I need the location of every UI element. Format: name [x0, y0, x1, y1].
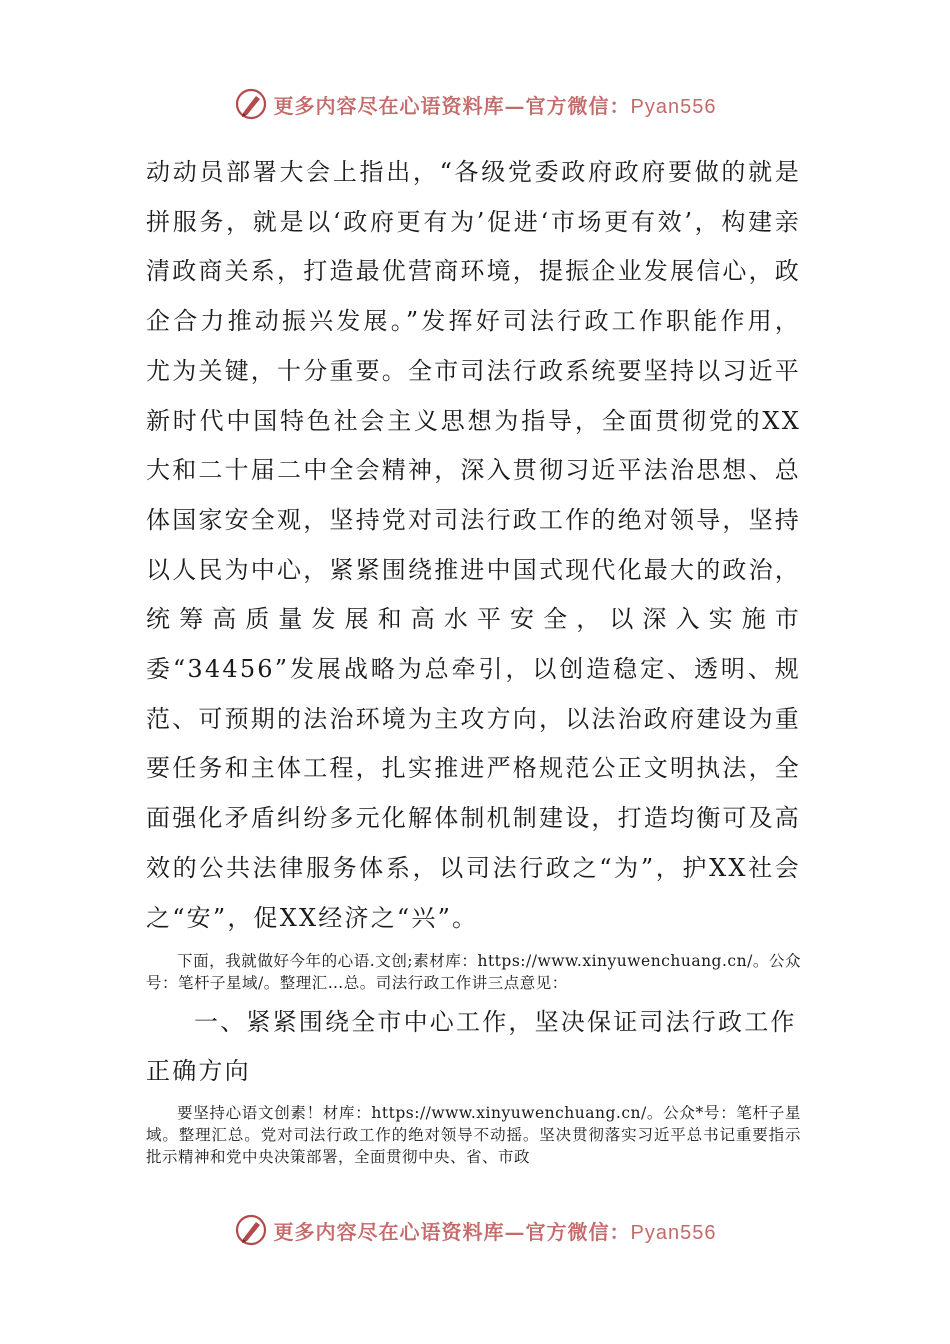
watermark-text: 更多内容尽在心语资料库—官方微信：Pyan556: [273, 1219, 717, 1244]
pen-logo-icon: [234, 1213, 268, 1247]
document-body: [146, 148, 801, 1168]
section-heading-1: 一、紧紧围绕全市中心工作，坚决保证司法行政工作正确方向: [146, 1008, 797, 1086]
section-1-paragraph: 要坚持心语文创素！材库：https://www.xinyuwenchuang.cn/。公众*号：笔杆子星域。整理汇总。党对司法行政工作的绝对领导不动摇。坚决贯彻落实习近平总书记重要指示批示精神和党中央决策部署，全面贯彻中央、省、市政: [146, 1104, 801, 1167]
intro-paragraph: 下面，我就做好今年的心语.文创;素材库：https://www.xinyuwenchuang.cn/。公众号：笔杆子星域/。整理汇…总。司法行政工作讲三点意见：: [146, 952, 801, 993]
watermark-banner-bottom: [0, 1210, 950, 1250]
pen-logo-icon: [234, 87, 268, 121]
wechat-id: Pyan556: [630, 95, 717, 118]
watermark-banner-top: [0, 84, 950, 124]
main-paragraph: 动动员部署大会上指出，“各级党委政府政府要做的就是拼服务，就是以‘政府更有为’促进‘市场更有效’，构建亲清政商关系，打造最优营商环境，提振企业发展信心，政企合力推动振兴发展。”发挥好司法行政工作职能作用，尤为关键，十分重要。全市司法行政系统要坚持以习近平新时代中国特色社会主义思想为指导，全面贯彻党的XX大和二十届二中全会精神，深入贯彻习近平法治思想、总体国家安全观，坚持党对司法行政工作的绝对领导，坚持以人民为中心，紧紧围绕推进中国式现代化最大的政治，统筹高质量发展和高水平安全，以深入实施市委“34456”发展战略为总牵引，以创造稳定、透明、规范、可预期的法治环境为主攻方向，以法治政府建设为重要任务和主体工程，扎实推进严格规范公正文明执法，全面强化矛盾纠纷多元化解体制机制建设，打造均衡可及高效的公共法律服务体系，以司法行政之“为”，护XX社会之“安”，促XX经济之“兴”。: [146, 158, 801, 932]
wechat-id: Pyan556: [630, 1221, 717, 1244]
watermark-text: 更多内容尽在心语资料库—官方微信：Pyan556: [273, 93, 717, 118]
